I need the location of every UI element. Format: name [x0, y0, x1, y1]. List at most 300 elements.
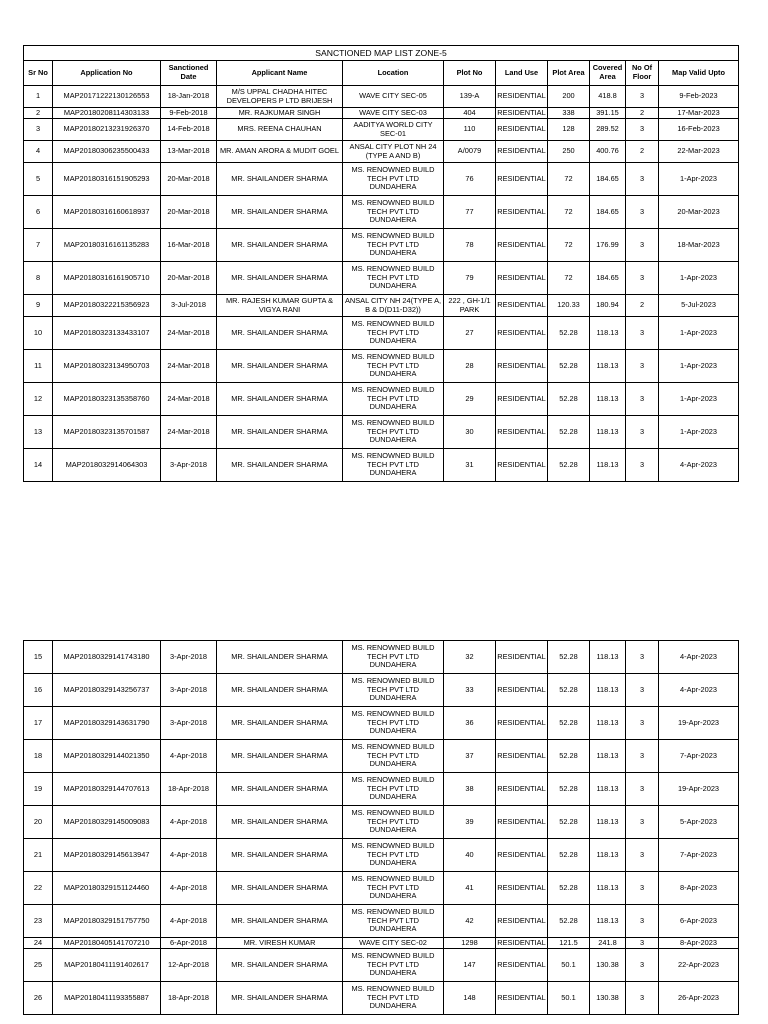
table-row: [24, 982, 739, 1015]
no-of-floor-cell: 2: [626, 295, 659, 317]
covered-area-cell: 118.13: [590, 839, 626, 872]
location-cell: MS. RENOWNED BUILD TECH PVT LTD DUNDAHERA: [343, 949, 444, 982]
location-cell: MS. RENOWNED BUILD TECH PVT LTD DUNDAHERA: [343, 839, 444, 872]
plot-no-cell: 148: [444, 982, 496, 1015]
applicant-name-cell: MR. SHAILANDER SHARMA: [217, 449, 343, 482]
plot-no-cell: 40: [444, 839, 496, 872]
plot-no-cell: 76: [444, 163, 496, 196]
no-of-floor-cell: 3: [626, 641, 659, 674]
land-use-cell: RESIDENTIAL: [496, 295, 548, 317]
table-row: [24, 806, 739, 839]
sr-no-cell: 26: [24, 982, 53, 1015]
location-cell: MS. RENOWNED BUILD TECH PVT LTD DUNDAHERA: [343, 317, 444, 350]
land-use-cell: RESIDENTIAL: [496, 119, 548, 141]
no-of-floor-cell: 3: [626, 383, 659, 416]
sanctioned-date-cell: 13-Mar-2018: [161, 141, 217, 163]
location-cell: MS. RENOWNED BUILD TECH PVT LTD DUNDAHERA: [343, 905, 444, 938]
covered-area-cell: 118.13: [590, 383, 626, 416]
map-valid-upto-cell: 22-Mar-2023: [659, 141, 739, 163]
applicant-name-cell: MR. SHAILANDER SHARMA: [217, 949, 343, 982]
plot-no-cell: 28: [444, 350, 496, 383]
land-use-cell: RESIDENTIAL: [496, 905, 548, 938]
table-row: [24, 674, 739, 707]
land-use-cell: RESIDENTIAL: [496, 416, 548, 449]
plot-no-cell: 110: [444, 119, 496, 141]
plot-no-cell: 147: [444, 949, 496, 982]
plot-no-cell: 38: [444, 773, 496, 806]
application-no-cell: MAP20180329151757750: [53, 905, 161, 938]
sr-no-cell: 5: [24, 163, 53, 196]
plot-no-cell: 31: [444, 449, 496, 482]
map-valid-upto-cell: 22-Apr-2023: [659, 949, 739, 982]
no-of-floor-cell: 3: [626, 872, 659, 905]
land-use-cell: RESIDENTIAL: [496, 806, 548, 839]
application-no-cell: MAP20180329144021350: [53, 740, 161, 773]
land-use-cell: RESIDENTIAL: [496, 740, 548, 773]
application-no-cell: MAP20180306235500433: [53, 141, 161, 163]
land-use-cell: RESIDENTIAL: [496, 163, 548, 196]
plot-area-cell: 52.28: [548, 773, 590, 806]
sanctioned-date-cell: 20-Mar-2018: [161, 163, 217, 196]
no-of-floor-cell: 3: [626, 229, 659, 262]
plot-no-cell: 404: [444, 108, 496, 119]
land-use-cell: RESIDENTIAL: [496, 350, 548, 383]
sr-no-cell: 4: [24, 141, 53, 163]
sanctioned-map-table-page-1: [23, 45, 739, 482]
header-row: [24, 61, 739, 86]
covered-area-cell: 118.13: [590, 872, 626, 905]
land-use-cell: RESIDENTIAL: [496, 262, 548, 295]
land-use-cell: RESIDENTIAL: [496, 773, 548, 806]
plot-area-cell: 52.28: [548, 707, 590, 740]
col-header-sr-no: Sr No: [24, 61, 53, 86]
col-header-applicant-name: Applicant Name: [217, 61, 343, 86]
application-no-cell: MAP2018032914064303: [53, 449, 161, 482]
table-title: SANCTIONED MAP LIST ZONE-5: [24, 46, 739, 61]
application-no-cell: MAP20180411193355887: [53, 982, 161, 1015]
sanctioned-date-cell: 18-Apr-2018: [161, 773, 217, 806]
sr-no-cell: 13: [24, 416, 53, 449]
map-valid-upto-cell: 1-Apr-2023: [659, 262, 739, 295]
sanctioned-date-cell: 4-Apr-2018: [161, 872, 217, 905]
table-row: [24, 449, 739, 482]
sr-no-cell: 11: [24, 350, 53, 383]
no-of-floor-cell: 3: [626, 707, 659, 740]
plot-area-cell: 52.28: [548, 872, 590, 905]
sr-no-cell: 2: [24, 108, 53, 119]
applicant-name-cell: MR. SHAILANDER SHARMA: [217, 707, 343, 740]
plot-area-cell: 72: [548, 229, 590, 262]
map-valid-upto-cell: 17-Mar-2023: [659, 108, 739, 119]
plot-area-cell: 52.28: [548, 806, 590, 839]
map-valid-upto-cell: 19-Apr-2023: [659, 707, 739, 740]
application-no-cell: MAP20180329145613947: [53, 839, 161, 872]
col-header-location: Location: [343, 61, 444, 86]
no-of-floor-cell: 3: [626, 839, 659, 872]
application-no-cell: MAP20180213231926370: [53, 119, 161, 141]
application-no-cell: MAP20180411191402617: [53, 949, 161, 982]
applicant-name-cell: MR. RAJESH KUMAR GUPTA & VIGYA RANI: [217, 295, 343, 317]
covered-area-cell: 118.13: [590, 806, 626, 839]
plot-no-cell: 1298: [444, 938, 496, 949]
location-cell: MS. RENOWNED BUILD TECH PVT LTD DUNDAHERA: [343, 163, 444, 196]
location-cell: ANSAL CITY NH 24(TYPE A, B & D(D11-D32)): [343, 295, 444, 317]
location-cell: MS. RENOWNED BUILD TECH PVT LTD DUNDAHERA: [343, 262, 444, 295]
land-use-cell: RESIDENTIAL: [496, 317, 548, 350]
plot-no-cell: 77: [444, 196, 496, 229]
covered-area-cell: 391.15: [590, 108, 626, 119]
applicant-name-cell: MR. SHAILANDER SHARMA: [217, 674, 343, 707]
map-valid-upto-cell: 19-Apr-2023: [659, 773, 739, 806]
applicant-name-cell: MR. SHAILANDER SHARMA: [217, 416, 343, 449]
map-valid-upto-cell: 7-Apr-2023: [659, 740, 739, 773]
no-of-floor-cell: 3: [626, 416, 659, 449]
sanctioned-map-table-page-2: [23, 640, 739, 1015]
applicant-name-cell: MRS. REENA CHAUHAN: [217, 119, 343, 141]
applicant-name-cell: MR. SHAILANDER SHARMA: [217, 806, 343, 839]
location-cell: MS. RENOWNED BUILD TECH PVT LTD DUNDAHERA: [343, 806, 444, 839]
no-of-floor-cell: 3: [626, 350, 659, 383]
map-valid-upto-cell: 6-Apr-2023: [659, 905, 739, 938]
plot-area-cell: 52.28: [548, 383, 590, 416]
table-row: [24, 295, 739, 317]
plot-area-cell: 72: [548, 196, 590, 229]
map-valid-upto-cell: 26-Apr-2023: [659, 982, 739, 1015]
covered-area-cell: 118.13: [590, 317, 626, 350]
col-header-plot-no: Plot No: [444, 61, 496, 86]
covered-area-cell: 176.99: [590, 229, 626, 262]
plot-no-cell: 37: [444, 740, 496, 773]
table-row: [24, 86, 739, 108]
sr-no-cell: 24: [24, 938, 53, 949]
land-use-cell: RESIDENTIAL: [496, 383, 548, 416]
land-use-cell: RESIDENTIAL: [497, 107, 546, 117]
plot-area-cell: 52.28: [548, 905, 590, 938]
plot-area-cell: 120.33: [548, 295, 590, 317]
plot-no-cell: 29: [444, 383, 496, 416]
col-header-sanctioned-date: Sanctioned Date: [161, 61, 217, 86]
land-use-cell: RESIDENTIAL: [496, 641, 548, 674]
plot-no-cell: A/0079: [444, 141, 496, 163]
table-row: [24, 383, 739, 416]
application-no-cell: MAP20180329141743180: [53, 641, 161, 674]
sr-no-cell: 12: [24, 383, 53, 416]
covered-area-cell: 241.8: [590, 938, 626, 949]
no-of-floor-cell: 3: [626, 119, 659, 141]
application-no-cell: MAP20180323134950703: [53, 350, 161, 383]
map-valid-upto-cell: 7-Apr-2023: [659, 839, 739, 872]
sr-no-cell: 25: [24, 949, 53, 982]
plot-area-cell: 338: [548, 108, 590, 119]
sr-no-cell: 6: [24, 196, 53, 229]
sanctioned-date-cell: 18-Jan-2018: [161, 86, 217, 108]
map-valid-upto-cell: 4-Apr-2023: [659, 449, 739, 482]
sanctioned-date-cell: 24-Mar-2018: [161, 383, 217, 416]
applicant-name-cell: MR. SHAILANDER SHARMA: [217, 773, 343, 806]
covered-area-cell: 184.65: [590, 262, 626, 295]
applicant-name-cell: MR. SHAILANDER SHARMA: [217, 350, 343, 383]
covered-area-cell: 118.13: [590, 416, 626, 449]
col-header-land-use: Land Use: [496, 61, 548, 86]
sanctioned-date-cell: 20-Mar-2018: [161, 262, 217, 295]
no-of-floor-cell: 3: [626, 740, 659, 773]
covered-area-cell: 118.13: [590, 674, 626, 707]
plot-area-cell: 52.28: [548, 839, 590, 872]
application-no-cell: MAP20180316160618937: [53, 196, 161, 229]
plot-no-cell: 39: [444, 806, 496, 839]
application-no-cell: MAP20180329143256737: [53, 674, 161, 707]
covered-area-cell: 118.13: [590, 641, 626, 674]
plot-area-cell: 52.28: [548, 641, 590, 674]
table-row: [24, 839, 739, 872]
sr-no-cell: 17: [24, 707, 53, 740]
table-row: [24, 229, 739, 262]
table-row: [24, 740, 739, 773]
map-valid-upto-cell: 20-Mar-2023: [659, 196, 739, 229]
land-use-cell: RESIDENTIAL: [496, 449, 548, 482]
covered-area-cell: 118.13: [590, 707, 626, 740]
location-cell: WAVE CITY SEC-05: [343, 86, 444, 108]
application-no-cell: MAP20180208114303133: [53, 108, 161, 119]
covered-area-cell: 400.76: [590, 141, 626, 163]
table-row: [24, 163, 739, 196]
no-of-floor-cell: 3: [626, 196, 659, 229]
land-use-cell: RESIDENTIAL: [496, 949, 548, 982]
no-of-floor-cell: 3: [626, 674, 659, 707]
sr-no-cell: 20: [24, 806, 53, 839]
sanctioned-date-cell: 14-Feb-2018: [161, 119, 217, 141]
table-row: [24, 641, 739, 674]
map-valid-upto-cell: 18-Mar-2023: [659, 229, 739, 262]
covered-area-cell: 130.38: [590, 982, 626, 1015]
location-cell: ANSAL CITY PLOT NH 24 (TYPE A AND B): [343, 141, 444, 163]
application-no-cell: MAP20180323135358760: [53, 383, 161, 416]
applicant-name-cell: MR. SHAILANDER SHARMA: [217, 839, 343, 872]
sanctioned-date-cell: 9-Feb-2018: [161, 108, 217, 119]
covered-area-cell: 118.13: [590, 740, 626, 773]
sanctioned-date-cell: 3-Jul-2018: [161, 295, 217, 317]
table-row: [24, 350, 739, 383]
application-no-cell: MAP20180316161905710: [53, 262, 161, 295]
table-row: [24, 141, 739, 163]
land-use-cell: RESIDENTIAL: [496, 229, 548, 262]
no-of-floor-cell: 3: [626, 949, 659, 982]
land-use-cell: RESIDENTIAL: [496, 141, 548, 163]
plot-no-cell: 78: [444, 229, 496, 262]
application-no-cell: MAP20180322215356923: [53, 295, 161, 317]
covered-area-cell: 118.13: [590, 449, 626, 482]
covered-area-cell: 289.52: [590, 119, 626, 141]
sr-no-cell: 21: [24, 839, 53, 872]
plot-no-cell: 27: [444, 317, 496, 350]
covered-area-cell: 184.65: [590, 163, 626, 196]
plot-no-cell: 36: [444, 707, 496, 740]
plot-area-cell: 52.28: [548, 350, 590, 383]
applicant-name-cell: MR. SHAILANDER SHARMA: [217, 262, 343, 295]
applicant-name-cell: MR. SHAILANDER SHARMA: [217, 872, 343, 905]
col-header-map-valid-upto: Map Valid Upto: [659, 61, 739, 86]
location-cell: MS. RENOWNED BUILD TECH PVT LTD DUNDAHERA: [343, 641, 444, 674]
location-cell: MS. RENOWNED BUILD TECH PVT LTD DUNDAHERA: [343, 740, 444, 773]
no-of-floor-cell: 3: [626, 773, 659, 806]
map-valid-upto-cell: 1-Apr-2023: [659, 317, 739, 350]
col-header-application-no: Application No: [53, 61, 161, 86]
plot-no-cell: 32: [444, 641, 496, 674]
location-cell: MS. RENOWNED BUILD TECH PVT LTD DUNDAHERA: [343, 982, 444, 1015]
no-of-floor-cell: 3: [626, 86, 659, 108]
covered-area-cell: 118.13: [590, 350, 626, 383]
plot-area-cell: 121.5: [548, 938, 590, 949]
sr-no-cell: 7: [24, 229, 53, 262]
sr-no-cell: 3: [24, 119, 53, 141]
no-of-floor-cell: 3: [626, 449, 659, 482]
applicant-name-cell: MR. VIRESH KUMAR: [217, 938, 343, 949]
applicant-name-cell: MR. AMAN ARORA & MUDIT GOEL: [217, 141, 343, 163]
sanctioned-date-cell: 4-Apr-2018: [161, 905, 217, 938]
plot-area-cell: 52.28: [548, 416, 590, 449]
sanctioned-date-cell: 3-Apr-2018: [161, 707, 217, 740]
application-no-cell: MAP20180323135701587: [53, 416, 161, 449]
sanctioned-date-cell: 20-Mar-2018: [161, 196, 217, 229]
sanctioned-date-cell: 3-Apr-2018: [161, 449, 217, 482]
sr-no-cell: 19: [24, 773, 53, 806]
location-cell: MS. RENOWNED BUILD TECH PVT LTD DUNDAHERA: [343, 872, 444, 905]
plot-area-cell: 50.1: [548, 949, 590, 982]
applicant-name-cell: MR. SHAILANDER SHARMA: [217, 229, 343, 262]
plot-area-cell: 52.28: [548, 449, 590, 482]
sr-no-cell: 10: [24, 317, 53, 350]
application-no-cell: MAP20180405141707210: [53, 938, 161, 949]
sanctioned-date-cell: 4-Apr-2018: [161, 740, 217, 773]
location-cell: MS. RENOWNED BUILD TECH PVT LTD DUNDAHERA: [343, 416, 444, 449]
sr-no-cell: 1: [24, 86, 53, 108]
no-of-floor-cell: 2: [626, 108, 659, 119]
plot-no-cell: 222 , GH-1/1 PARK: [444, 295, 496, 317]
map-valid-upto-cell: 5-Jul-2023: [659, 295, 739, 317]
covered-area-cell: 130.38: [590, 949, 626, 982]
covered-area-cell: 180.94: [590, 295, 626, 317]
application-no-cell: MAP20180323133433107: [53, 317, 161, 350]
applicant-name-cell: MR. SHAILANDER SHARMA: [217, 982, 343, 1015]
location-cell: MS. RENOWNED BUILD TECH PVT LTD DUNDAHERA: [343, 229, 444, 262]
sanctioned-date-cell: 18-Apr-2018: [161, 982, 217, 1015]
covered-area-cell: 118.13: [590, 905, 626, 938]
applicant-name-cell: MR. SHAILANDER SHARMA: [217, 383, 343, 416]
table-row: [24, 317, 739, 350]
sr-no-cell: 14: [24, 449, 53, 482]
land-use-cell: RESIDENTIAL: [496, 86, 548, 108]
sr-no-cell: 18: [24, 740, 53, 773]
sr-no-cell: 15: [24, 641, 53, 674]
table-row: [24, 196, 739, 229]
sr-no-cell: 16: [24, 674, 53, 707]
application-no-cell: MAP20180329143631790: [53, 707, 161, 740]
map-valid-upto-cell: 8-Apr-2023: [659, 938, 739, 949]
map-valid-upto-cell: 1-Apr-2023: [659, 163, 739, 196]
plot-area-cell: 200: [548, 86, 590, 108]
table-row: [24, 905, 739, 938]
applicant-name-cell: MR. SHAILANDER SHARMA: [217, 641, 343, 674]
no-of-floor-cell: 3: [626, 317, 659, 350]
applicant-name-cell: MR. SHAILANDER SHARMA: [217, 163, 343, 196]
table-row: [24, 416, 739, 449]
no-of-floor-cell: 3: [626, 938, 659, 949]
location-cell: MS. RENOWNED BUILD TECH PVT LTD DUNDAHERA: [343, 707, 444, 740]
sanctioned-date-cell: 24-Mar-2018: [161, 317, 217, 350]
covered-area-cell: 184.65: [590, 196, 626, 229]
no-of-floor-cell: 3: [626, 163, 659, 196]
plot-no-cell: 139-A: [444, 86, 496, 108]
map-valid-upto-cell: 8-Apr-2023: [659, 872, 739, 905]
land-use-cell: RESIDENTIAL: [496, 196, 548, 229]
sr-no-cell: 8: [24, 262, 53, 295]
applicant-name-cell: M/S UPPAL CHADHA HITEC DEVELOPERS P LTD BRIJESH: [217, 86, 343, 108]
covered-area-cell: 118.13: [590, 773, 626, 806]
application-no-cell: MAP20180316161135283: [53, 229, 161, 262]
plot-area-cell: 52.28: [548, 740, 590, 773]
sanctioned-date-cell: 4-Apr-2018: [161, 806, 217, 839]
plot-area-cell: 128: [548, 119, 590, 141]
table-row: [24, 108, 739, 119]
plot-area-cell: 72: [548, 262, 590, 295]
no-of-floor-cell: 3: [626, 982, 659, 1015]
map-valid-upto-cell: 1-Apr-2023: [659, 383, 739, 416]
no-of-floor-cell: 3: [626, 262, 659, 295]
plot-area-cell: 52.28: [548, 674, 590, 707]
land-use-cell: RESIDENTIAL: [496, 839, 548, 872]
plot-no-cell: 30: [444, 416, 496, 449]
sr-no-cell: 9: [24, 295, 53, 317]
plot-no-cell: 41: [444, 872, 496, 905]
no-of-floor-cell: 3: [626, 806, 659, 839]
sanctioned-date-cell: 3-Apr-2018: [161, 641, 217, 674]
map-valid-upto-cell: 4-Apr-2023: [659, 674, 739, 707]
map-valid-upto-cell: 16-Feb-2023: [659, 119, 739, 141]
applicant-name-cell: MR. RAJKUMAR SINGH: [217, 108, 343, 119]
sr-no-cell: 22: [24, 872, 53, 905]
table-row: [24, 773, 739, 806]
land-use-cell: RESIDENTIAL: [496, 872, 548, 905]
sr-no-cell: 23: [24, 905, 53, 938]
location-cell: MS. RENOWNED BUILD TECH PVT LTD DUNDAHERA: [343, 674, 444, 707]
location-cell: MS. RENOWNED BUILD TECH PVT LTD DUNDAHERA: [343, 383, 444, 416]
application-no-cell: MAP20171222130126553: [53, 86, 161, 108]
applicant-name-cell: MR. SHAILANDER SHARMA: [217, 905, 343, 938]
table-row: [24, 938, 739, 949]
application-no-cell: MAP20180329144707613: [53, 773, 161, 806]
plot-area-cell: 50.1: [548, 982, 590, 1015]
no-of-floor-cell: 3: [626, 905, 659, 938]
plot-no-cell: 42: [444, 905, 496, 938]
table-row: [24, 262, 739, 295]
applicant-name-cell: MR. SHAILANDER SHARMA: [217, 317, 343, 350]
sanctioned-date-cell: 24-Mar-2018: [161, 350, 217, 383]
table-row: [24, 949, 739, 982]
no-of-floor-cell: 2: [626, 141, 659, 163]
land-use-cell: RESIDENTIAL: [496, 982, 548, 1015]
col-header-covered-area: Covered Area: [590, 61, 626, 86]
sanctioned-date-cell: 16-Mar-2018: [161, 229, 217, 262]
plot-area-cell: 52.28: [548, 317, 590, 350]
location-cell: AADITYA WORLD CITY SEC-01: [343, 119, 444, 141]
land-use-cell: RESIDENTIAL: [496, 674, 548, 707]
plot-area-cell: 72: [548, 163, 590, 196]
location-cell: WAVE CITY SEC-02: [343, 938, 444, 949]
col-header-no-of-floor: No Of Floor: [626, 61, 659, 86]
plot-no-cell: 33: [444, 674, 496, 707]
land-use-cell: RESIDENTIAL: [497, 937, 546, 947]
sanctioned-date-cell: 6-Apr-2018: [161, 938, 217, 949]
